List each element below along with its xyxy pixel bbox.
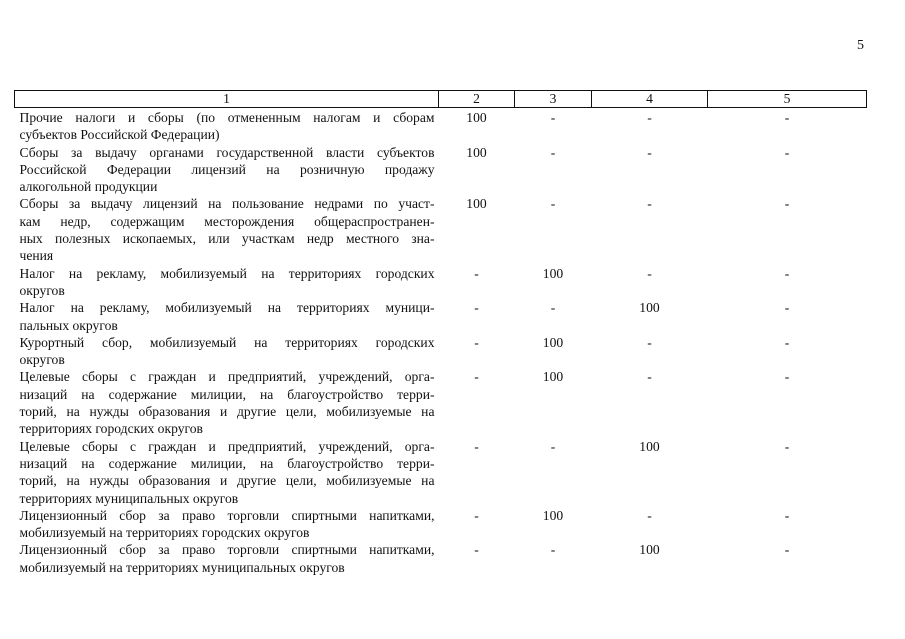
header-col-1: 1 (15, 91, 439, 108)
description-line: Целевые сборы с граждан и предприятий, учреждений, орга- (19, 438, 435, 454)
header-col-4: 4 (592, 91, 708, 108)
value-col2: - (474, 334, 479, 350)
value-col5: - (784, 110, 790, 125)
value-col5: - (784, 369, 790, 385)
description-line: ных полезных ископаемых, или участкам недр местного зна- (19, 231, 435, 247)
value-col4: - (647, 369, 652, 385)
value-col4: - (647, 110, 652, 125)
value-col4: - (647, 334, 652, 350)
description-line: Налог на рекламу, мобилизуемый на территориях муници- (19, 300, 435, 316)
row-description (15, 438, 439, 507)
row-description (15, 265, 439, 300)
value-col5: - (784, 438, 790, 454)
tax-distribution-table (14, 90, 867, 576)
value-col3: 100 (542, 369, 564, 385)
table-row (15, 368, 867, 437)
value-col2: 100 (466, 196, 487, 212)
value-col3: 100 (542, 507, 564, 523)
row-description (15, 334, 439, 369)
value-col3: - (550, 196, 556, 212)
header-col-5: 5 (708, 91, 867, 108)
value-col5: - (784, 196, 790, 212)
description-line: территориях городских округов (19, 421, 203, 437)
header-col-3: 3 (515, 91, 592, 108)
value-col4: - (647, 196, 652, 212)
description-line: Сборы за выдачу лицензий на пользование недрами по участ- (19, 196, 435, 212)
description-line: Российской Федерации лицензий на розничную продажу (19, 161, 435, 177)
value-col3: 100 (542, 265, 564, 281)
table-body (15, 108, 867, 577)
page-number: 5 (857, 38, 864, 53)
value-col5: - (784, 334, 790, 350)
description-line: Налог на рекламу, мобилизуемый на территориях городских (19, 265, 435, 281)
description-line: Целевые сборы с граждан и предприятий, учреждений, орга- (19, 369, 435, 385)
value-col4: 100 (639, 438, 660, 454)
value-col5: - (784, 542, 790, 558)
table-row (15, 334, 867, 369)
description-line: кам недр, содержащим месторождения общераспространен- (19, 213, 435, 229)
table-row (15, 541, 867, 576)
row-description (15, 108, 439, 144)
header-row (15, 91, 867, 108)
value-col5: - (784, 144, 790, 160)
row-description (15, 541, 439, 576)
table-row (15, 144, 867, 196)
value-col5: - (784, 300, 790, 316)
value-col2: - (474, 507, 479, 523)
value-col3: - (550, 110, 556, 125)
value-col5: - (784, 507, 790, 523)
description-line: пальных округов (19, 317, 118, 333)
value-col4: 100 (639, 542, 660, 558)
description-line: мобилизуемый на территориях городских округов (19, 525, 310, 541)
description-line: мобилизуемый на территориях муниципальных округов (19, 559, 345, 575)
value-col2: - (474, 300, 479, 316)
value-col2: 100 (466, 144, 487, 160)
description-line: низаций на содержание милиции, на благоустройство терри- (19, 386, 435, 402)
description-line: субъектов Российской Федерации) (19, 127, 220, 143)
table-row (15, 507, 867, 542)
description-line: Сборы за выдачу органами государственной власти субъектов (19, 144, 435, 160)
description-line: алкогольной продукции (19, 179, 158, 195)
row-description (15, 144, 439, 196)
table-row (15, 195, 867, 264)
table-row (15, 265, 867, 300)
value-col3: 100 (542, 334, 564, 350)
description-line: округов (19, 282, 65, 298)
value-col4: - (647, 144, 652, 160)
row-description (15, 299, 439, 334)
value-col2: - (474, 438, 479, 454)
table-row (15, 438, 867, 507)
value-col3: - (550, 300, 556, 316)
description-line: округов (19, 352, 65, 368)
header-col-2: 2 (439, 91, 515, 108)
value-col4: - (647, 265, 652, 281)
value-col3: - (550, 144, 556, 160)
value-col2: - (474, 369, 479, 385)
row-description (15, 368, 439, 437)
value-col2: 100 (466, 110, 487, 125)
description-line: Лицензионный сбор за право торговли спиртными напитками, (19, 507, 435, 523)
description-line: территориях муниципальных округов (19, 490, 239, 506)
table-row (15, 108, 867, 144)
description-line: низаций на содержание милиции, на благоустройство терри- (19, 455, 435, 471)
description-line: торий, на нужды образования и другие цели, мобилизуемые на (19, 473, 435, 489)
description-line: чения (19, 248, 54, 264)
value-col2: - (474, 265, 479, 281)
row-description (15, 507, 439, 542)
value-col5: - (784, 265, 790, 281)
description-line: торий, на нужды образования и другие цели, мобилизуемые на (19, 404, 435, 420)
description-line: Прочие налоги и сборы (по отмененным налогам и сборам (19, 110, 435, 125)
description-line: Курортный сбор, мобилизуемый на территориях городских (19, 334, 435, 350)
value-col3: - (550, 542, 556, 558)
table-header (15, 91, 867, 108)
table-row (15, 299, 867, 334)
value-col4: 100 (639, 300, 660, 316)
value-col3: - (550, 438, 556, 454)
row-description (15, 195, 439, 264)
value-col4: - (647, 507, 652, 523)
value-col2: - (474, 542, 479, 558)
description-line: Лицензионный сбор за право торговли спиртными напитками, (19, 542, 435, 558)
